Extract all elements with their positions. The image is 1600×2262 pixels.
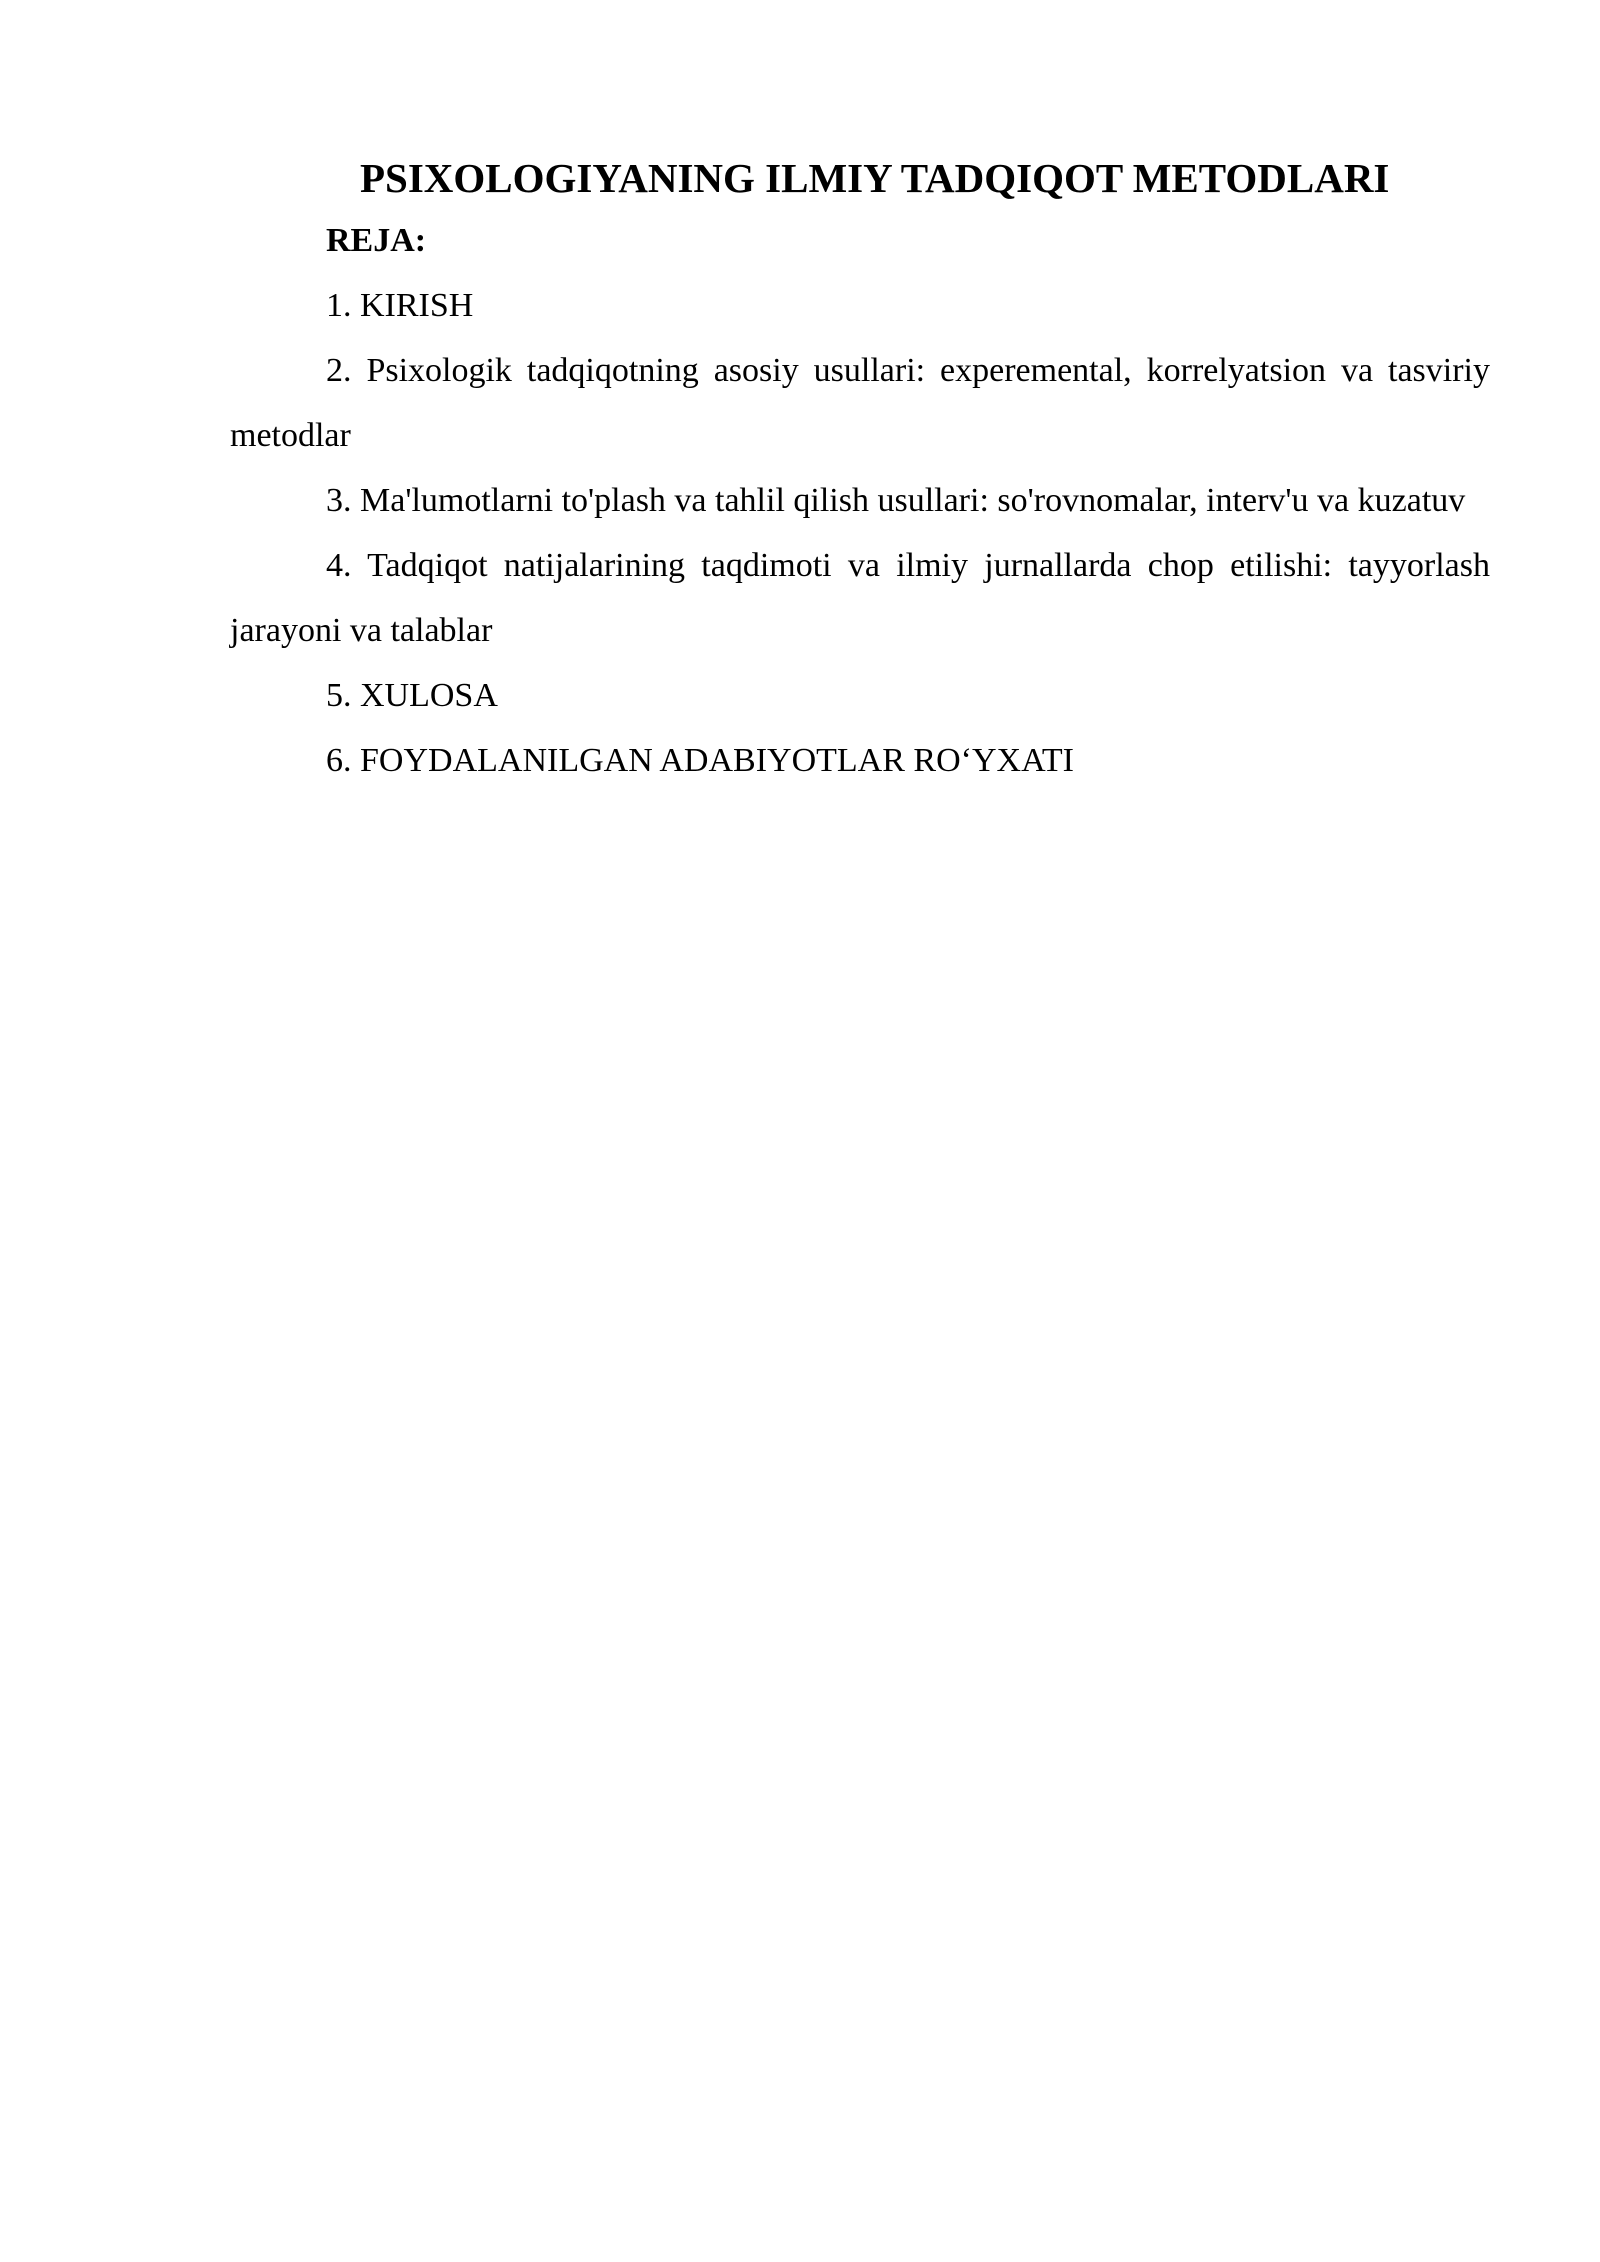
plan-item-data-collection: 3. Ma'lumotlarni to'plash va tahlil qilish usullari: so'rovnomalar, interv'u va kuzatuv: [326, 482, 1466, 519]
document-title: PSIXOLOGIYANING ILMIY TADQIQOT METODLARI: [360, 155, 1390, 201]
plan-item-intro: 1. KIRISH: [326, 287, 474, 324]
plan-item-conclusion: 5. XULOSA: [326, 677, 498, 714]
plan-heading: REJA:: [326, 222, 427, 259]
plan-item-references: 6. FOYDALANILGAN ADABIYOTLAR RO‘YXATI: [326, 742, 1074, 779]
document-page: [230, 148, 1490, 793]
plan-item-research-methods: 2. Psixologik tadqiqotning asosiy usullari: experemental, korrelyatsion va tasviriy metodlar: [230, 352, 1490, 454]
plan-item-publication: 4. Tadqiqot natijalarining taqdimoti va ilmiy jurnallarda chop etilishi: tayyorlash jarayoni va talablar: [230, 547, 1490, 649]
